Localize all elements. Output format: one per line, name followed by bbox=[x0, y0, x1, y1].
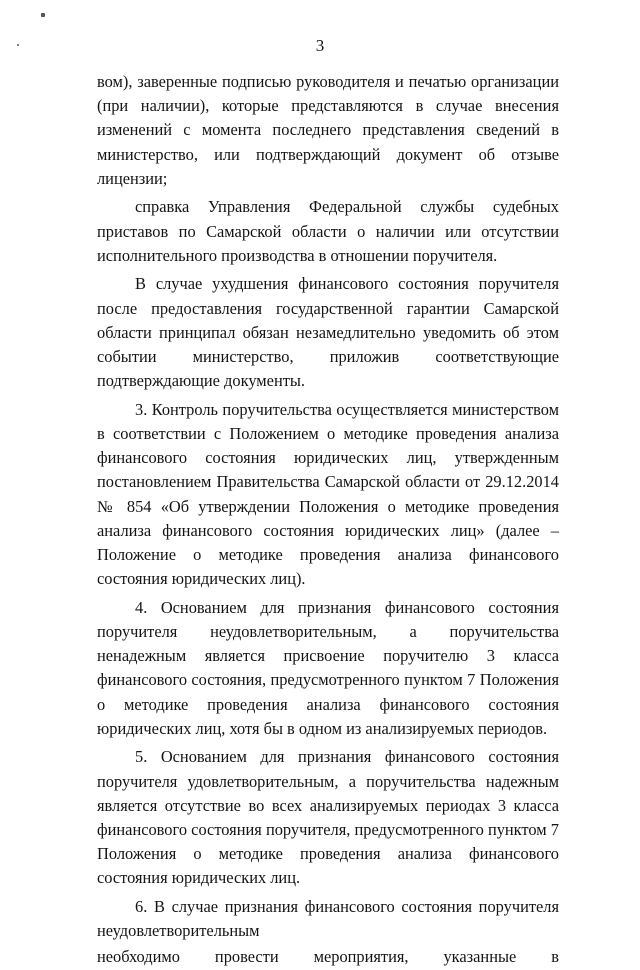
body-text bbox=[97, 70, 559, 970]
paragraph-item-6-continuation bbox=[97, 945, 559, 969]
paragraph-bailiff-certificate: справка Управления Федеральной службы судебных приставов по Самарской области о наличии или отсутствии исполнительного производства в отношении поручителя. bbox=[97, 197, 559, 265]
word: указанные bbox=[443, 947, 517, 967]
page-number: 3 bbox=[315, 36, 325, 55]
paragraph-item-6: 6. В случае признания финансового состояния поручителя неудовлетворительным bbox=[97, 897, 559, 941]
paragraph-continuation: вом), заверенные подписью руководителя и печатью организации (при наличии), которые представляются в случае внесения изменений с момента последнего представления сведений в министерство, или подтверждающий документ об отзыве лицензии; bbox=[97, 72, 559, 188]
word: мероприятия, bbox=[313, 947, 409, 967]
word: провести bbox=[214, 947, 279, 967]
paragraph-item-4: 4. Основанием для признания финансового состояния поручителя неудовлетворительным, а поручительства ненадежным является присвоение поручителю 3 класса финансового состояния, предусмотренного пунктом 7 Положения о методике проведения анализа финансового состояния юридических лиц, хотя бы в одном из анализируемых периодов. bbox=[97, 597, 559, 738]
word: необходимо bbox=[97, 947, 180, 967]
paragraph-item-3: 3. Контроль поручительства осуществляется министерством в соответствии с Положением о методике проведения анализа финансового состояния юридических лиц, утвержденным постановлением Правительства Самарской области от 29.12.2014 № 854 «Об утверждении Положения о методике проведения анализа финансового состояния юридических лиц» (далее – Положение о методике проведения анализа финансового состояния юридических лиц). bbox=[97, 399, 559, 589]
word: в bbox=[551, 947, 559, 967]
scan-speck bbox=[41, 13, 45, 17]
paragraph-item-5: 5. Основанием для признания финансового состояния поручителя удовлетворительным, а поручительства надежным является отсутствие во всех анализируемых периодах 3 класса финансового состояния поручителя, предусмотренного пунктом 7 Положения о методике проведения анализа финансового состояния юридических лиц. bbox=[97, 747, 559, 888]
paragraph-deterioration: В случае ухудшения финансового состояния поручителя после предоставления государственной гарантии Самарской области принципал обязан незамедлительно уведомить об этом событии министерство, приложив соответствующие подтверждающие документы. bbox=[97, 274, 559, 391]
